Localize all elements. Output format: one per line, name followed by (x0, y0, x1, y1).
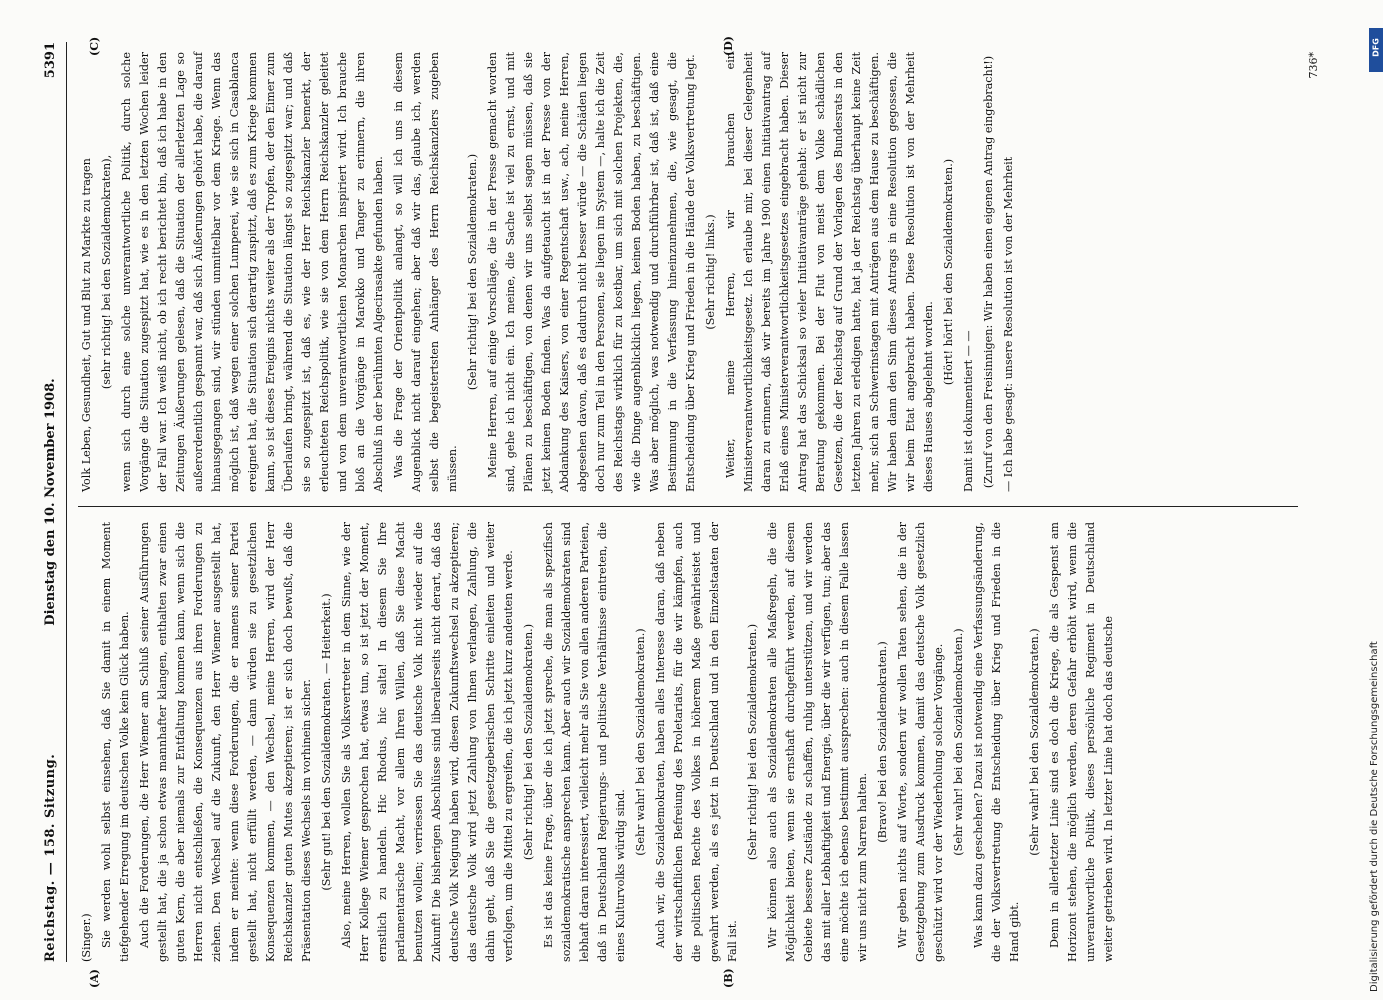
interjection: (Zuruf von den Freisinnigen: Wir haben einen eigenen Antrag eingebracht!) (982, 55, 995, 489)
digitization-credit: Digitalisierung gefördert durch die Deutsche Forschungsgemeinschaft (1369, 641, 1380, 992)
interjection: (Sehr wahr! bei den Sozialdemokraten.) (1028, 628, 1041, 856)
interjection: (Hört! hört! bei den Sozialdemokraten.) (942, 158, 955, 386)
paragraph: wenn sich durch eine solche unverantwortliche Politik, durch solche Vorgänge die Situation zugespitzt hat, wie es in den letzten Wochen leider der Fall war. Ich weiß nicht, ob ich recht berichtet bin, daß ich habe in den Zeitungen Äußerungen gelesen, daß die Situation der allerletzten Lage so außerordentlich gespannt war, daß sich Äußerungen gehört habe, die darauf hinausgegangen sind, wir stünden unmittelbar vor dem Kriege. Wenn das möglich ist, daß wegen einer solchen Lumperei, wie sie sich in Casablanca ereignet hat, die Situation sich derartig zuspitzt, daß es zum Kriege kommen kann, so ist dieses Ereignis nichts weiter als der Tropfen, der den Eimer zum Überlaufen bringt, während die Situation längst so zugespitzt war; und daß sie so zugespitzt ist, daß es, wie der Herr Reichskanzler bemerkt, der erleuchteten Reichspolitik, wie sie von dem Herrn Reichskanzler geleitet und von dem unverantwortlichen Monarchen inspiriert wird. Ich brauche bloß an die Vorgänge in Marokko und Tanger zu erinnern, die ihren Abschluß in der berühmten Algecirasakte gefunden haben. (120, 52, 385, 492)
paragraph: Weiter, meine Herren, wir brauchen ein Ministerverantwortlichkeitsgesetz. Ich erlaube mir, bei dieser Gelegenheit daran zu erinnern, daß wir bereits im Jahre 1900 einen Initiativantrag auf Erlaß eines Ministerverantwortlichkeitsgesetzes eingebracht haben. Dieser Antrag hat das Schicksal so vieler Initiativanträge gehabt: er ist nicht zur Beratung gekommen. Bei der Flut von meist dem Volke schädlichen Gesetzen, die der Reichstag auf Grund der Vorlagen des Bundesrats in den letzten Jahren zu erledigen hatte, hat ja der Reichstag überhaupt keine Zeit mehr, sich an Schwerinstagen mit Anträgen aus dem Hause zu beschäftigen. Wir haben dann den Sinn dieses Antrags in eine Resolution gegossen, die wir beim Etat angebracht haben. Diese Resolution ist von der Mehrheit dieses Hauses abgelehnt worden. (724, 52, 935, 492)
dfg-logo-text: DFG (1371, 38, 1381, 57)
paragraph: Also, meine Herren, wollen Sie als Volksvertreter in dem Sinne, wie der Herr Kollege Wiemer gesprochen hat, etwas tun, so ist jetzt der Moment, ernstlich zu handeln. Hic Rhodus, hic salta! In diesem Sie Ihre parlamentarische Macht, vor allem Ihren Willen, daß Sie diese Macht benutzen wollen; verriessen Sie das deutsche Volk nicht wieder auf die Zukunft! Die bisherigen Abschlüsse sind liberalerseits nicht derart, daß das deutsche Volk Neigung haben wird, diesen Zukunftswechsel zu akzeptieren; das deutsche Volk wird jetzt Zahlung von Ihnen verlangen, Zahlung, die dahin geht, daß Sie die gesetzgeberischen Schritte einleiten und weiter verfolgen, um die Mittel zu ergreifen, die ich jetzt kurz andeuten werde. (340, 522, 515, 962)
paragraph: Volk Leben, Gesundheit, Gut und Blut zu Markte zu tragen (80, 158, 93, 492)
margin-marker-d: (D) (722, 36, 735, 56)
column-divider (78, 506, 1298, 507)
header-left: Reichstag. — 158. Sitzung. (43, 753, 58, 962)
page-header (38, 42, 67, 962)
page-number: 5391 (43, 42, 58, 79)
interjection: (Bravo! bei den Sozialdemokraten.) (876, 641, 889, 843)
paragraph: Wir können also auch als Sozialdemokraten alle Maßregeln, die die Möglichkeit bieten, wenn sie ernsthaft durchgeführt werden, auf diesem Gebiete bessere Zustände zu schaffen, ruhig unterstützen, und wir werden das mit aller Lebhaftigkeit und Energie, über die wir verfügen, tun; aber das eine möchte ich ebenso bestimmt aussprechen: auch in diesem Falle lassen wir uns nicht zum Narren halten. (766, 522, 869, 962)
paragraph: — Ich habe gesagt: unsere Resolution ist von der Mehrheit (1002, 156, 1015, 492)
interjection: (Sehr richtig! bei den Sozialdemokraten.) (746, 623, 759, 861)
interjection: (Sehr wahr! bei den Sozialdemokraten.) (952, 628, 965, 856)
rotated-page-content (30, 36, 1330, 988)
paragraph: Was kann dazu geschehen? Dazu ist notwendig eine Verfassungsänderung, die der Volksvertretung die Entscheidung über Krieg und Frieden in die Hand gibt. (972, 522, 1021, 962)
margin-marker-b: (B) (722, 968, 735, 988)
paragraph: Auch die Forderungen, die Herr Wiemer am Schluß seiner Ausführungen gestellt hat, die ja schon etwas mannhafter klangen, enthalten zwar einen guten Kern, die aber niemals zur Entfaltung kommen kann, wenn sich die Herren nicht entschließen, die Konsequenzen aus ihren Forderungen zu ziehen. Den Wechsel auf die Zukunft, den Herr Wiemer ausgestellt hat, indem er meinte: wenn diese Forderungen, die er namens seiner Partei gestellt hat, nicht erfüllt werden, — dann würden sie zu gesetzlichen Konsequenzen kommen, — den Wechsel, meine Herren, wird der Herr Reichskanzler guten Mutes akzeptieren; ist er sich doch bewußt, daß die Präsentation dieses Wechsels im vorhinein sicher. (138, 522, 313, 962)
interjection: (Sehr richtig! links.) (704, 214, 717, 330)
header-date: Dienstag den 10. November 1908. (43, 378, 58, 626)
paragraph: Meine Herren, auf einige Vorschläge, die in der Presse gemacht worden sind, gehe ich nicht ein. Ich meine, die Sache ist viel zu ernst, und mit Plänen zu beschäftigen, von denen wir uns selbst sagen müssen, daß sie jetzt keinen Boden finden. Was da aufgetaucht ist in der Presse von der Abdankung des Kaisers, von einer Regentschaft usw., ach, meine Herren, abgesehen davon, daß es dadurch nicht besser würde — die Schäden liegen doch nur zum Teil in den Personen, sie liegen im System —, halte ich die Zeit des Reichstags wirklich für zu kostbar, um sich mit solchen Projekten, die, wie die Dinge augenblicklich liegen, keinen Boden haben, zu beschäftigen. Was aber möglich, was notwendig und durchführbar ist, daß ist, daß eine Bestimmung in die Verfassung hineinzunehmen, die, wie gesagt, die Entscheidung über Krieg und Frieden in die Hände der Volksvertretung legt. (486, 52, 697, 492)
paragraph: Was die Frage der Orientpolitik anlangt, so will ich uns in diesem Augenblick nicht darauf eingehen; aber daß wir das, glaube ich, werden selbst die begeistertsten Anhänger des Herrn Reichskanzlers zugeben müssen. (392, 52, 459, 492)
right-column (78, 52, 1020, 492)
paragraph: Es ist das keine Frage, über die ich jetzt spreche, die man als spezifisch sozialdemokratische ansprechen kann. Aber auch wir Sozialdemokraten sind lebhaft daran interessiert, vielleicht mehr als Sie von allen anderen Parteien, daß in Deutschland Regierungs- und politische Verhältnisse eintreten, die eines Kulturvolks würdig sind. (542, 522, 627, 962)
interjection: (sehr richtig! bei den Sozialdemokraten), (100, 154, 113, 390)
paragraph: Wir geben nichts auf Worte, sondern wir wollen Taten sehen, die in der Gesetzgebung zum Ausdruck kommen, damit das deutsche Volk gesetzlich geschützt wird vor der Wiederholung solcher Vorgänge. (896, 522, 945, 962)
paragraph: Auch wir, die Sozialdemokraten, haben alles Interesse daran, daß neben der wirtschaftlichen Befreiung des Proletariats, für die wir kämpfen, auch die politischen Rechte des Volkes in höherem Maße gewährleistet und gewahrt werden, als es jetzt in Deutschland und in den Einzelstaaten der Fall ist. (654, 522, 739, 962)
paragraph: Denn in allerletzter Linie sind es doch die Kriege, die als Gespenst am Horizont stehen, die möglich werden, deren Gefahr erhöht wird, wenn die unverantwortliche Politik, dieses persönliche Regiment in Deutschland weiter getrieben wird. In letzter Linie hat doch das deutsche (1048, 522, 1115, 962)
interjection: (Sehr richtig! bei den Sozialdemokraten.) (466, 153, 479, 391)
paragraph: (Singer.) (80, 913, 93, 962)
margin-marker-c: (C) (88, 36, 101, 56)
paragraph: Sie werden wohl selbst einsehen, daß Sie damit in einem Moment tiefgehender Erregung im deutschen Volke kein Glück haben. (100, 522, 131, 962)
left-column (78, 522, 1120, 962)
sheet-signature: 736* (1307, 52, 1320, 79)
dfg-logo (1369, 28, 1383, 72)
interjection: (Sehr wahr! bei den Sozialdemokraten.) (634, 628, 647, 856)
margin-marker-a: (A) (88, 969, 101, 988)
interjection: (Sehr gut! bei den Sozialdemokraten. — Heiterkeit.) (320, 593, 333, 891)
paragraph: Damit ist dokumentiert — — (962, 330, 975, 492)
interjection: (Sehr richtig! bei den Sozialdemokraten.) (522, 623, 535, 861)
